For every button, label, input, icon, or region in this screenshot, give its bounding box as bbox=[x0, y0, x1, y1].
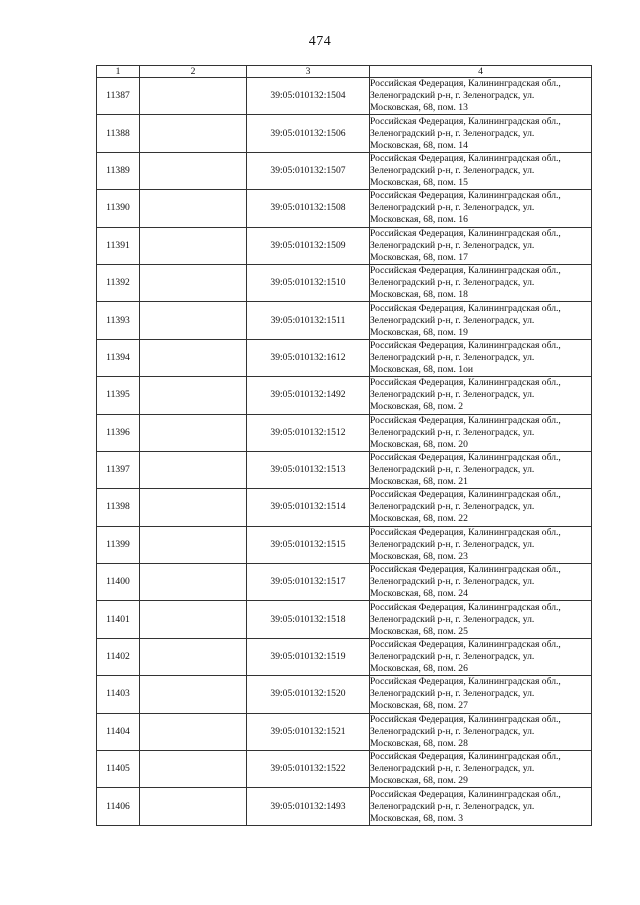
table-row bbox=[97, 451, 592, 488]
address-line: Российская Федерация, Калининградская обл., bbox=[370, 190, 561, 202]
address-line: Московская, 68, пом. 19 bbox=[370, 326, 468, 338]
cadastral-number: 39:05:010132:1517 bbox=[247, 564, 370, 601]
address-cell bbox=[370, 751, 592, 788]
table-body bbox=[97, 78, 592, 826]
owner-cell bbox=[140, 564, 247, 601]
record-number: 11396 bbox=[97, 414, 140, 451]
address-line: Московская, 68, пом. 1ои bbox=[370, 363, 474, 375]
header-col-4: 4 bbox=[370, 66, 592, 78]
owner-cell bbox=[140, 377, 247, 414]
record-number: 11404 bbox=[97, 713, 140, 750]
address-cell bbox=[370, 676, 592, 713]
owner-cell bbox=[140, 302, 247, 339]
record-number: 11398 bbox=[97, 489, 140, 526]
owner-cell bbox=[140, 638, 247, 675]
address-line: Зеленоградский р-н, г. Зеленоградск, ул. bbox=[370, 277, 535, 289]
address-line: Российская Федерация, Калининградская обл., bbox=[370, 564, 561, 576]
table-row bbox=[97, 414, 592, 451]
address-line: Зеленоградский р-н, г. Зеленоградск, ул. bbox=[370, 576, 535, 588]
address-line: Московская, 68, пом. 2 bbox=[370, 401, 464, 413]
address-line: Зеленоградский р-н, г. Зеленоградск, ул. bbox=[370, 389, 535, 401]
address-line: Зеленоградский р-н, г. Зеленоградск, ул. bbox=[370, 314, 535, 326]
address-line: Московская, 68, пом. 22 bbox=[370, 513, 468, 525]
address-cell bbox=[370, 115, 592, 152]
address-line: Московская, 68, пом. 18 bbox=[370, 289, 468, 301]
address-cell bbox=[370, 526, 592, 563]
table-row bbox=[97, 676, 592, 713]
cadastral-number: 39:05:010132:1508 bbox=[247, 190, 370, 227]
owner-cell bbox=[140, 190, 247, 227]
address-line: Российская Федерация, Калининградская обл., bbox=[370, 676, 561, 688]
address-line: Зеленоградский р-н, г. Зеленоградск, ул. bbox=[370, 501, 535, 513]
owner-cell bbox=[140, 78, 247, 115]
table-row bbox=[97, 152, 592, 189]
cadastral-number: 39:05:010132:1612 bbox=[247, 339, 370, 376]
table-row bbox=[97, 788, 592, 825]
address-line: Московская, 68, пом. 23 bbox=[370, 550, 468, 562]
address-line: Российская Федерация, Калининградская обл., bbox=[370, 751, 561, 763]
address-cell bbox=[370, 414, 592, 451]
address-cell bbox=[370, 264, 592, 301]
address-line: Зеленоградский р-н, г. Зеленоградск, ул. bbox=[370, 90, 535, 102]
record-number: 11403 bbox=[97, 676, 140, 713]
cadastral-number: 39:05:010132:1493 bbox=[247, 788, 370, 825]
table-row bbox=[97, 339, 592, 376]
header-row bbox=[97, 66, 592, 78]
table-row bbox=[97, 713, 592, 750]
record-number: 11397 bbox=[97, 451, 140, 488]
address-line: Зеленоградский р-н, г. Зеленоградск, ул. bbox=[370, 351, 535, 363]
address-line: Московская, 68, пом. 14 bbox=[370, 139, 468, 151]
table-row bbox=[97, 377, 592, 414]
address-line: Зеленоградский р-н, г. Зеленоградск, ул. bbox=[370, 464, 535, 476]
address-line: Московская, 68, пом. 17 bbox=[370, 251, 468, 263]
owner-cell bbox=[140, 713, 247, 750]
address-line: Зеленоградский р-н, г. Зеленоградск, ул. bbox=[370, 763, 535, 775]
address-line: Российская Федерация, Калининградская обл., bbox=[370, 526, 561, 538]
page-number: 474 bbox=[308, 34, 332, 49]
address-line: Зеленоградский р-н, г. Зеленоградск, ул. bbox=[370, 538, 535, 550]
cadastral-number: 39:05:010132:1522 bbox=[247, 751, 370, 788]
cadastral-number: 39:05:010132:1512 bbox=[247, 414, 370, 451]
table-row bbox=[97, 564, 592, 601]
address-cell bbox=[370, 302, 592, 339]
cadastral-number: 39:05:010132:1492 bbox=[247, 377, 370, 414]
owner-cell bbox=[140, 601, 247, 638]
address-line: Московская, 68, пом. 16 bbox=[370, 214, 468, 226]
address-cell bbox=[370, 638, 592, 675]
table-row bbox=[97, 227, 592, 264]
table-row bbox=[97, 526, 592, 563]
table-row bbox=[97, 751, 592, 788]
address-line: Московская, 68, пом. 27 bbox=[370, 700, 468, 712]
cadastral-number: 39:05:010132:1513 bbox=[247, 451, 370, 488]
record-number: 11391 bbox=[97, 227, 140, 264]
address-line: Зеленоградский р-н, г. Зеленоградск, ул. bbox=[370, 239, 535, 251]
header-col-3: 3 bbox=[247, 66, 370, 78]
address-line: Зеленоградский р-н, г. Зеленоградск, ул. bbox=[370, 164, 535, 176]
table-row bbox=[97, 264, 592, 301]
owner-cell bbox=[140, 489, 247, 526]
address-line: Московская, 68, пом. 20 bbox=[370, 438, 468, 450]
address-line: Российская Федерация, Калининградская обл., bbox=[370, 152, 561, 164]
record-number: 11399 bbox=[97, 526, 140, 563]
record-number: 11400 bbox=[97, 564, 140, 601]
address-line: Московская, 68, пом. 28 bbox=[370, 737, 468, 749]
record-number: 11388 bbox=[97, 115, 140, 152]
address-line: Московская, 68, пом. 29 bbox=[370, 775, 468, 787]
record-number: 11394 bbox=[97, 339, 140, 376]
record-number: 11402 bbox=[97, 638, 140, 675]
cadastral-number: 39:05:010132:1514 bbox=[247, 489, 370, 526]
address-line: Российская Федерация, Калининградская обл., bbox=[370, 489, 561, 501]
record-number: 11406 bbox=[97, 788, 140, 825]
address-line: Российская Федерация, Калининградская обл., bbox=[370, 339, 561, 351]
address-line: Зеленоградский р-н, г. Зеленоградск, ул. bbox=[370, 127, 535, 139]
owner-cell bbox=[140, 115, 247, 152]
address-line: Зеленоградский р-н, г. Зеленоградск, ул. bbox=[370, 800, 535, 812]
address-line: Российская Федерация, Калининградская обл., bbox=[370, 713, 561, 725]
address-line: Российская Федерация, Калининградская обл., bbox=[370, 639, 561, 651]
cadastral-number: 39:05:010132:1511 bbox=[247, 302, 370, 339]
table-row bbox=[97, 78, 592, 115]
table-row bbox=[97, 302, 592, 339]
owner-cell bbox=[140, 788, 247, 825]
address-cell bbox=[370, 451, 592, 488]
owner-cell bbox=[140, 526, 247, 563]
owner-cell bbox=[140, 751, 247, 788]
address-line: Российская Федерация, Калининградская обл., bbox=[370, 227, 561, 239]
address-line: Московская, 68, пом. 24 bbox=[370, 588, 468, 600]
cadastral-number: 39:05:010132:1521 bbox=[247, 713, 370, 750]
address-line: Российская Федерация, Калининградская обл., bbox=[370, 302, 561, 314]
address-line: Российская Федерация, Калининградская обл., bbox=[370, 265, 561, 277]
record-number: 11392 bbox=[97, 264, 140, 301]
owner-cell bbox=[140, 451, 247, 488]
address-line: Московская, 68, пом. 26 bbox=[370, 663, 468, 675]
address-cell bbox=[370, 564, 592, 601]
address-line: Зеленоградский р-н, г. Зеленоградск, ул. bbox=[370, 725, 535, 737]
owner-cell bbox=[140, 264, 247, 301]
address-line: Российская Федерация, Калининградская обл., bbox=[370, 788, 561, 800]
address-line: Российская Федерация, Калининградская обл., bbox=[370, 78, 561, 90]
record-number: 11401 bbox=[97, 601, 140, 638]
address-line: Зеленоградский р-н, г. Зеленоградск, ул. bbox=[370, 426, 535, 438]
address-cell bbox=[370, 190, 592, 227]
record-number: 11395 bbox=[97, 377, 140, 414]
cadastral-number: 39:05:010132:1510 bbox=[247, 264, 370, 301]
cadastral-number: 39:05:010132:1504 bbox=[247, 78, 370, 115]
address-line: Российская Федерация, Калининградская обл., bbox=[370, 452, 561, 464]
record-number: 11389 bbox=[97, 152, 140, 189]
address-cell bbox=[370, 601, 592, 638]
cadastral-number: 39:05:010132:1506 bbox=[247, 115, 370, 152]
owner-cell bbox=[140, 152, 247, 189]
header-col-1: 1 bbox=[97, 66, 140, 78]
table-row bbox=[97, 638, 592, 675]
address-cell bbox=[370, 489, 592, 526]
header-col-2: 2 bbox=[140, 66, 247, 78]
cadastral-number: 39:05:010132:1520 bbox=[247, 676, 370, 713]
address-cell bbox=[370, 227, 592, 264]
address-line: Зеленоградский р-н, г. Зеленоградск, ул. bbox=[370, 688, 535, 700]
address-cell bbox=[370, 152, 592, 189]
record-number: 11387 bbox=[97, 78, 140, 115]
registry-table bbox=[96, 65, 592, 826]
table-row bbox=[97, 190, 592, 227]
address-line: Российская Федерация, Калининградская обл., bbox=[370, 377, 561, 389]
table-row bbox=[97, 489, 592, 526]
address-line: Зеленоградский р-н, г. Зеленоградск, ул. bbox=[370, 651, 535, 663]
cadastral-number: 39:05:010132:1507 bbox=[247, 152, 370, 189]
cadastral-number: 39:05:010132:1519 bbox=[247, 638, 370, 675]
address-cell bbox=[370, 377, 592, 414]
record-number: 11390 bbox=[97, 190, 140, 227]
cadastral-number: 39:05:010132:1515 bbox=[247, 526, 370, 563]
address-cell bbox=[370, 713, 592, 750]
record-number: 11393 bbox=[97, 302, 140, 339]
owner-cell bbox=[140, 676, 247, 713]
address-line: Московская, 68, пом. 15 bbox=[370, 176, 468, 188]
address-cell bbox=[370, 78, 592, 115]
address-cell bbox=[370, 339, 592, 376]
table-row bbox=[97, 601, 592, 638]
address-line: Российская Федерация, Калининградская обл., bbox=[370, 601, 561, 613]
address-line: Московская, 68, пом. 13 bbox=[370, 102, 468, 114]
address-cell bbox=[370, 788, 592, 825]
owner-cell bbox=[140, 414, 247, 451]
address-line: Зеленоградский р-н, г. Зеленоградск, ул. bbox=[370, 202, 535, 214]
address-line: Московская, 68, пом. 3 bbox=[370, 812, 464, 824]
owner-cell bbox=[140, 339, 247, 376]
address-line: Зеленоградский р-н, г. Зеленоградск, ул. bbox=[370, 613, 535, 625]
table-row bbox=[97, 115, 592, 152]
address-line: Московская, 68, пом. 25 bbox=[370, 625, 468, 637]
table-header bbox=[97, 66, 592, 78]
cadastral-number: 39:05:010132:1518 bbox=[247, 601, 370, 638]
owner-cell bbox=[140, 227, 247, 264]
cadastral-number: 39:05:010132:1509 bbox=[247, 227, 370, 264]
address-line: Российская Федерация, Калининградская обл., bbox=[370, 414, 561, 426]
address-line: Российская Федерация, Калининградская обл., bbox=[370, 115, 561, 127]
record-number: 11405 bbox=[97, 751, 140, 788]
address-line: Московская, 68, пом. 21 bbox=[370, 476, 468, 488]
